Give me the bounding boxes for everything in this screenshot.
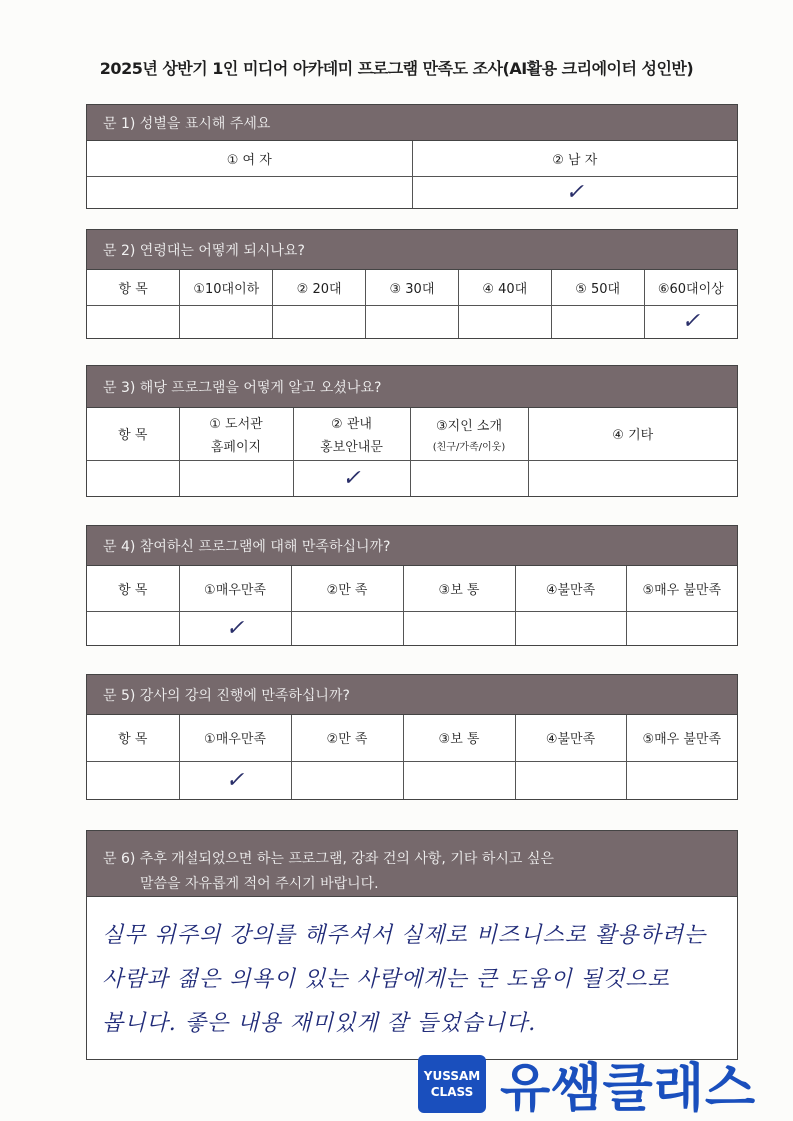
yussam-class-logo-text: 유쌤클래스 [500,1059,757,1119]
question-2-section [86,229,738,339]
answer-cell[interactable] [291,611,403,645]
answer-cell[interactable] [458,305,551,338]
item-label: 항 목 [87,408,179,460]
question-3-section [86,365,738,497]
answer-cell[interactable] [366,305,459,338]
answer-cell-selected[interactable] [179,611,291,645]
answer-cell[interactable] [403,611,515,645]
answer-cell[interactable] [291,761,403,799]
question-4-table [87,566,737,645]
question-6-line-2: 말씀을 자유롭게 적어 주시기 바랍니다. [140,876,379,892]
option-satisfied: ②만 족 [291,715,403,761]
option-very-satisfied: ①매우만족 [179,715,291,761]
yussam-class-logo-badge [418,1055,486,1113]
answer-cell-blank [87,460,179,496]
answer-cell-blank [87,761,179,799]
question-4-header: 문 4) 참여하신 프로그램에 대해 만족하십니까? [87,526,737,566]
option-female: ① 여 자 [87,141,412,176]
answer-cell-selected[interactable] [293,460,410,496]
check-mark-icon: ✓ [565,179,584,205]
option-line: 홈페이지 [210,439,262,455]
item-label: 항 목 [87,566,179,611]
answer-cell-female[interactable] [87,176,412,208]
logo-badge-line-2: CLASS [430,1085,474,1099]
handwritten-answer-line-2: 사람과 젊은 의욕이 있는 사람에게는 큰 도움이 될것으로 [102,967,670,992]
option-satisfied: ②만 족 [291,566,403,611]
option-dissatisfied: ④불만족 [515,566,626,611]
answer-cell[interactable] [410,460,528,496]
option-age-30s: ③ 30대 [366,270,459,305]
option-line: ① 도서관 [209,416,263,432]
question-2-header: 문 2) 연령대는 어떻게 되시나요? [87,230,737,270]
option-very-dissatisfied: ⑤매우 불만족 [626,715,737,761]
question-1-section [86,104,738,209]
item-label: 항 목 [87,270,180,305]
check-mark-icon: ✓ [342,465,361,491]
option-male: ② 남 자 [412,141,737,176]
option-age-10s: ①10대이하 [180,270,273,305]
option-referral [410,408,528,460]
answer-cell-selected[interactable] [179,761,291,799]
answer-cell[interactable] [179,460,293,496]
option-library-homepage [179,408,293,460]
answer-cell[interactable] [515,761,626,799]
question-5-section [86,674,738,800]
question-5-table [87,715,737,799]
answer-cell[interactable] [403,761,515,799]
logo-badge-line-1: YUSSAM [423,1069,481,1083]
answer-cell-male[interactable] [412,176,737,208]
answer-cell[interactable] [515,611,626,645]
question-6-line-1: 문 6) 추후 개설되었으면 하는 프로그램, 강좌 건의 사항, 기타 하시고 싶은 [103,851,554,867]
question-1-header: 문 1) 성별을 표시해 주세요 [87,105,737,141]
option-line: ② 관내 [331,416,372,432]
option-neutral: ③보 통 [403,566,515,611]
answer-cell[interactable] [626,761,737,799]
question-6-header [87,831,737,897]
answer-cell[interactable] [528,460,737,496]
option-dissatisfied: ④불만족 [515,715,626,761]
answer-cell-selected[interactable] [644,305,737,338]
option-line: 홍보안내문 [320,439,383,455]
option-very-dissatisfied: ⑤매우 불만족 [626,566,737,611]
question-3-header: 문 3) 해당 프로그램을 어떻게 알고 오셨나요? [87,366,737,408]
option-age-20s: ② 20대 [273,270,366,305]
answer-cell[interactable] [180,305,273,338]
question-2-table [87,270,737,338]
option-local-notice [293,408,410,460]
question-3-table [87,408,737,496]
answer-cell[interactable] [551,305,644,338]
option-age-50s: ⑤ 50대 [551,270,644,305]
answer-cell-blank [87,611,179,645]
option-very-satisfied: ①매우만족 [179,566,291,611]
option-age-40s: ④ 40대 [458,270,551,305]
item-label: 항 목 [87,715,179,761]
survey-title: 2025년 상반기 1인 미디어 아카데미 프로그램 만족도 조사(AI활용 크리에이터 성인반) [99,59,694,78]
question-5-header: 문 5) 강사의 강의 진행에 만족하십니까? [87,675,737,715]
check-mark-icon: ✓ [681,309,700,335]
answer-cell-blank [87,305,180,338]
check-mark-icon: ✓ [225,767,245,793]
question-4-section [86,525,738,646]
answer-cell[interactable] [626,611,737,645]
handwritten-answer-line-1: 실무 위주의 강의를 해주셔서 실제로 비즈니스로 활용하려는 [102,923,707,948]
handwritten-answer-line-3: 봅니다. 좋은 내용 재미있게 잘 들었습니다. [102,1011,537,1036]
option-age-60s: ⑥60대이상 [644,270,737,305]
option-other: ④ 기타 [528,408,737,460]
question-1-table [87,141,737,208]
answer-cell[interactable] [273,305,366,338]
option-note: (친구/가족/이웃) [432,441,506,453]
option-neutral: ③보 통 [403,715,515,761]
option-line: ③지인 소개 [435,418,503,434]
check-mark-icon: ✓ [225,615,245,641]
